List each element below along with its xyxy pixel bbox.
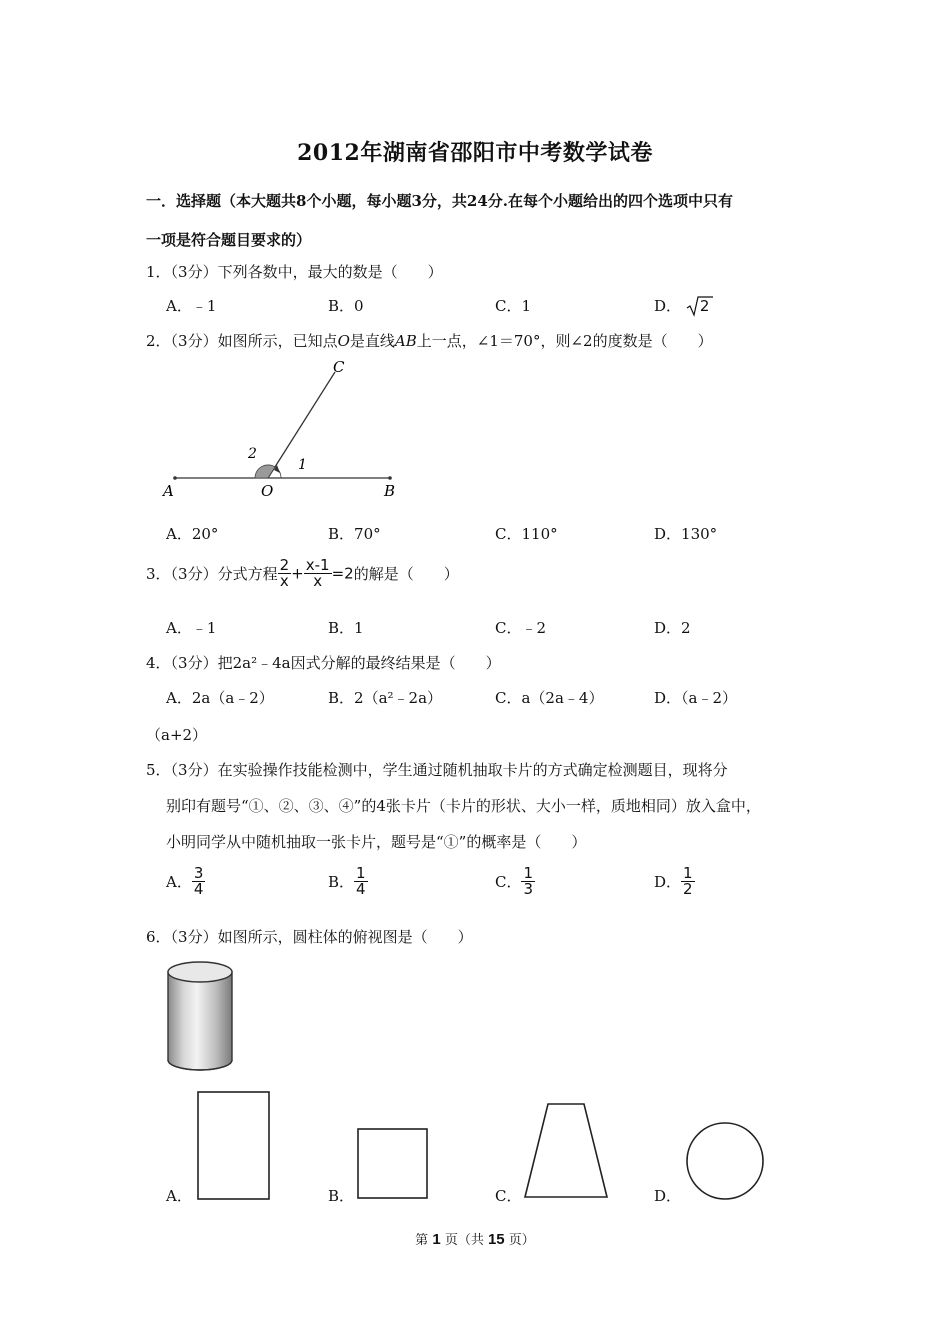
question-4-text: 4．（3分）把2a²﹣4a因式分解的最终结果是（ ） [146,654,501,672]
section-header-line1: 一．选择题（本大题共8个小题，每小题3分，共24分.在每个小题给出的四个选项中只有 [146,192,733,210]
q5-b-fraction: $\frac{1}{4}$ [356,864,366,898]
q3-option-a[interactable]: A．﹣1 [166,619,217,637]
q6-option-b-square [356,1127,430,1201]
label-c: C [333,358,345,376]
q2-line-ab: AB [394,332,417,350]
q2-angle-figure [155,352,415,507]
q4-option-d[interactable]: D．（a﹣2） [654,689,738,707]
q5-option-b[interactable]: B． $\frac{1}{4}$ [328,864,366,898]
sqrt-radicand: 2 [699,297,710,315]
page-title: 2012年湖南省邵阳市中考数学试卷 [297,140,653,166]
q5-d-fraction: $\frac{1}{2}$ [683,864,693,898]
q5-c-fraction: $\frac{1}{3}$ [523,864,534,898]
q2-option-d[interactable]: D．130° [654,525,718,543]
question-3-text [146,558,459,589]
label-angle-2: 2 [248,446,257,462]
q6-option-a-tall-rectangle [196,1090,272,1202]
q5-option-d[interactable]: D． $\frac{1}{2}$ [654,864,693,898]
q3-equals: =2 [331,564,354,583]
question-2-text [146,330,713,351]
current-page-number: 1 [432,1231,441,1248]
q4-option-d-continued: （a+2） [146,726,208,744]
q1-option-d-label: D． [654,297,682,315]
q5-option-a[interactable]: A． $\frac{3}{4}$ [166,864,204,898]
q3-text-pre: 3．（3分）分式方程 [146,565,278,583]
q4-option-b[interactable]: B．2（a²﹣2a） [328,689,443,707]
q3-fraction-1: $\frac{2}{x}$ [279,556,290,590]
q2-point-o: O [337,332,350,350]
q6-option-d[interactable]: D． [654,1187,682,1205]
point-a [173,476,177,480]
q1-option-d[interactable] [654,295,709,317]
question-6-text: 6．（3分）如图所示，圆柱体的俯视图是（ ） [146,928,473,946]
angle-2-sector [255,465,275,478]
question-5-line2: 别印有题号“①、②、③、④”的4张卡片（卡片的形状、大小一样，质地相同）放入盒中， [166,797,761,815]
q2-option-c[interactable]: C．110° [495,525,558,543]
section-header-line2: 一项是符合题目要求的） [146,231,312,249]
q2-option-a[interactable]: A．20° [166,525,219,543]
q3-text-post: 的解是（ ） [353,565,459,583]
page-footer: 第 1 页（共 15 页） [415,1231,535,1248]
q6-option-d-circle [684,1120,766,1202]
q6-option-c-trapezoid [522,1101,610,1201]
q2-text-pre: 2．（3分）如图所示，已知点 [146,332,338,350]
question-5-line1: 5．（3分）在实验操作技能检测中，学生通过随机抽取卡片的方式确定检测题目，现将分 [146,761,728,779]
q4-option-c[interactable]: C．a（2a﹣4） [495,689,604,707]
q6-option-c[interactable]: C． [495,1187,522,1205]
q1-option-a[interactable]: A．﹣1 [166,297,217,315]
question-1-text: 1．（3分）下列各数中，最大的数是（ ） [146,263,443,281]
q5-option-c[interactable]: C． $\frac{1}{3}$ [495,864,534,898]
q2-text-post: 上一点，∠1＝70°，则∠2的度数是（ ） [416,332,713,350]
label-a: A [163,482,174,500]
point-b [388,476,392,480]
q2-option-b[interactable]: B．70° [328,525,381,543]
question-5-line3: 小明同学从中随机抽取一张卡片，题号是“①”的概率是（ ） [166,833,587,851]
total-page-number: 15 [487,1231,505,1248]
cylinder-figure [164,956,236,1076]
q1-option-b[interactable]: B．0 [328,297,364,315]
q6-option-b[interactable]: B． [328,1187,355,1205]
q6-option-a[interactable]: A． [166,1187,192,1205]
q3-option-c[interactable]: C．﹣2 [495,619,547,637]
q1-option-c[interactable]: C．1 [495,297,532,315]
q3-option-d[interactable]: D．2 [654,619,691,637]
label-o: O [261,482,274,500]
q3-plus: + [291,564,304,583]
q2-text-mid: 是直线 [349,332,395,350]
q5-a-fraction: $\frac{3}{4}$ [193,864,204,898]
label-b: B [384,482,396,500]
q4-option-a[interactable]: A．2a（a﹣2） [166,689,274,707]
q3-fraction-2: $\frac{x-1}{x}$ [305,556,330,590]
q3-option-b[interactable]: B．1 [328,619,364,637]
label-angle-1: 1 [298,457,307,473]
